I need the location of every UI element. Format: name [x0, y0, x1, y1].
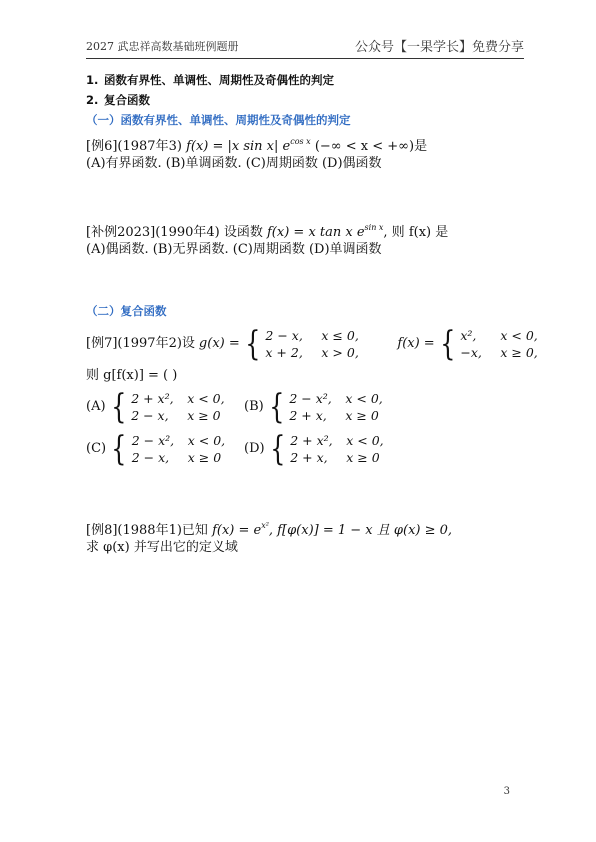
- example-8-condition: , f[φ(x)] = 1 − x 且 φ(x) ≥ 0,: [268, 523, 453, 538]
- example-6-label: [例6](1987年3): [86, 139, 182, 154]
- section-heading-2: （二）复合函数: [86, 304, 167, 318]
- option-c-label: (C): [86, 441, 107, 456]
- option-d-label: (D): [244, 441, 265, 456]
- page-header: [86, 36, 524, 59]
- example-2023-exponent: sin x: [364, 223, 384, 232]
- example-8-exponent: x²: [261, 521, 269, 530]
- example-6-domain: (−∞ < x < +∞)是: [314, 139, 428, 154]
- option-d: (D) { 2 + x², x < 0, 2 + x, x ≥ 0: [244, 429, 384, 469]
- page-number: 3: [503, 786, 510, 797]
- example-7-composite-question: 则 g[f(x)] = ( ): [86, 368, 178, 383]
- option-c: (C) { 2 − x², x < 0, 2 − x, x ≥ 0: [86, 429, 226, 469]
- outline-item-1: 1. 函数有界性、单调性、周期性及奇偶性的判定: [86, 73, 334, 87]
- g-definition-lhs: g(x) =: [198, 336, 240, 351]
- example-8-formula: f(x) = e: [212, 523, 262, 538]
- example-6-exponent: cos x: [290, 137, 311, 146]
- option-b-label: (B): [244, 399, 264, 414]
- example-2023-label: [补例2023](1990年4) 设函数: [86, 225, 263, 240]
- g-piecewise: { 2 − x, x ≤ 0, x + 2, x > 0,: [244, 324, 359, 364]
- example-8-label: [例8](1988年1)已知: [86, 523, 208, 538]
- example-6-options: (A)有界函数. (B)单调函数. (C)周期函数 (D)偶函数: [86, 156, 382, 171]
- example-8-task: 求 φ(x) 并写出它的定义域: [86, 540, 238, 555]
- example-7-label: [例7](1997年2)设: [86, 336, 195, 351]
- example-2023-options: (A)偶函数. (B)无界函数. (C)周期函数 (D)单调函数: [86, 242, 382, 257]
- option-a-label: (A): [86, 399, 106, 414]
- f-piecewise: { x², x < 0, −x, x ≥ 0,: [439, 324, 538, 364]
- header-share-note: 公众号【一果学长】免费分享: [354, 40, 524, 55]
- header-book-title: 2027 武忠祥高数基础班例题册: [86, 40, 239, 53]
- example-2023-formula: f(x) = x tan x e: [267, 225, 365, 240]
- section-heading-1: （一）函数有界性、单调性、周期性及奇偶性的判定: [86, 113, 351, 127]
- option-a: (A) { 2 + x², x < 0, 2 − x, x ≥ 0: [86, 387, 225, 427]
- example-7-question: [86, 324, 538, 364]
- option-b: (B) { 2 − x², x < 0, 2 + x, x ≥ 0: [244, 387, 383, 427]
- example-6-formula: f(x) = |x sin x| e: [186, 139, 291, 154]
- example-2023-tail: , 则 f(x) 是: [383, 225, 449, 240]
- f-definition-lhs: f(x) =: [397, 336, 435, 351]
- outline-item-2: 2. 复合函数: [86, 93, 150, 107]
